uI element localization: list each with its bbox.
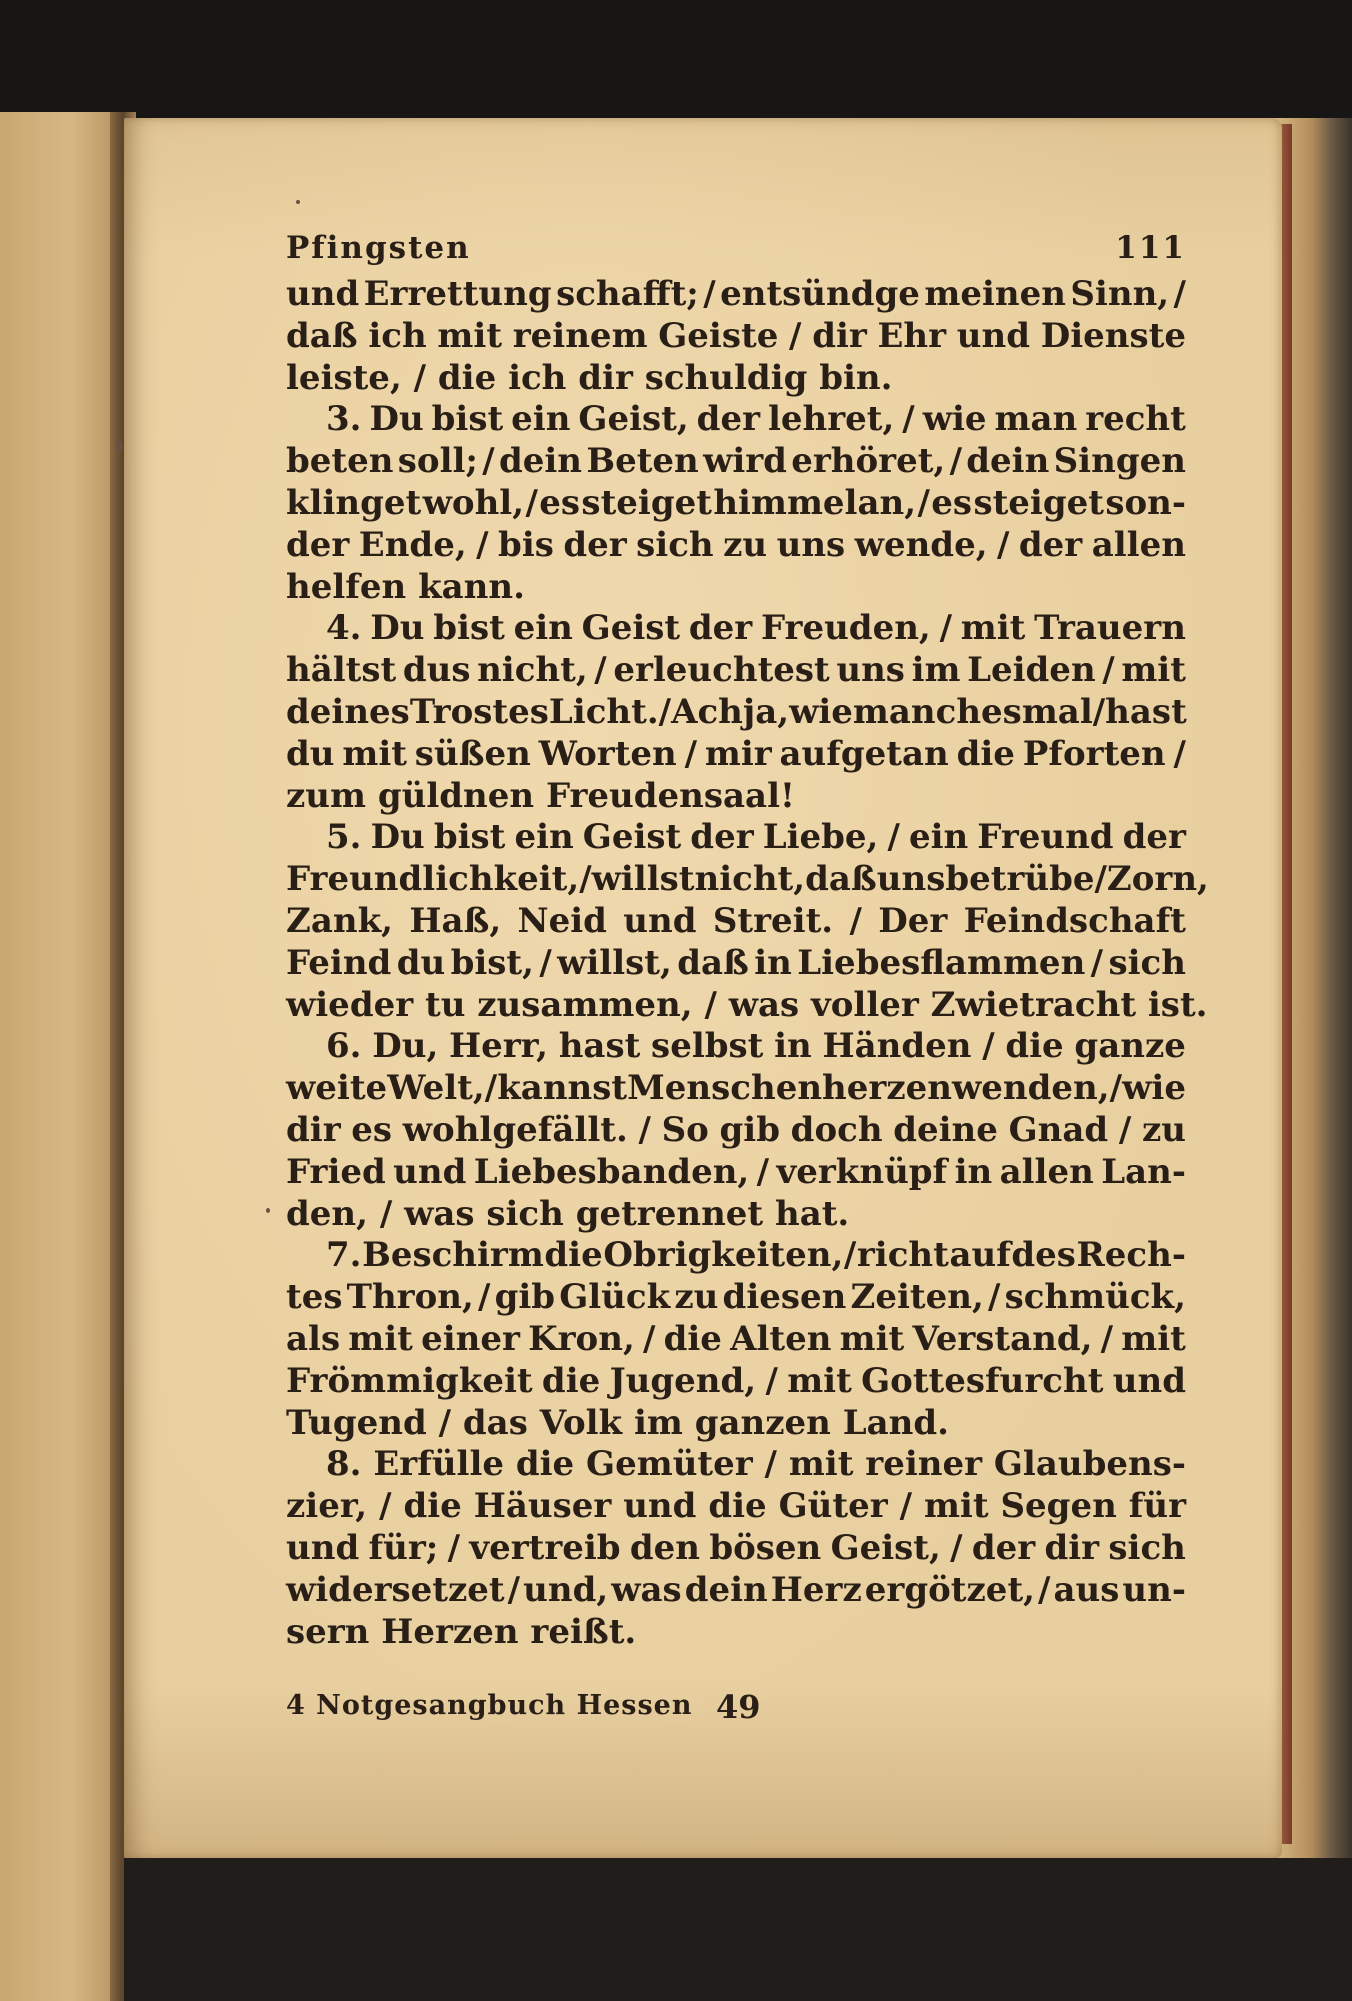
text-line: klinget wohl, / es steiget himmelan, / es steiget son- (286, 482, 1186, 523)
left-page-edge (0, 112, 118, 2001)
text-line: 6. Du, Herr, hast selbst in Händen / die ganze (326, 1026, 1186, 1067)
text-line: 4. Du bist ein Geist der Freuden, / mit Trauern (326, 608, 1186, 649)
page-footer (286, 1688, 886, 1726)
text-line: 8. Erfülle die Gemüter / mit reiner Glaubens- (326, 1444, 1186, 1485)
text-line: als mit einer Kron, / die Alten mit Verstand, / mit (286, 1318, 1186, 1359)
ink-speck (116, 440, 122, 452)
text-line: deines Trostes Licht. / Ach ja, wie manchesmal / hast (286, 691, 1187, 732)
text-line: tes Thron, / gib Glück zu diesen Zeiten, / schmück, (286, 1277, 1186, 1318)
text-line: helfen kann. (286, 566, 525, 607)
text-line: hältst dus nicht, / erleuchtest uns im Leiden / mit (286, 650, 1186, 691)
scan-background-bottom (124, 1858, 1352, 2001)
text-line: 3. Du bist ein Geist, der lehret, / wie man recht (326, 399, 1186, 440)
text-line: widersetzet / und, was dein Herz ergötzet, / aus un- (286, 1569, 1186, 1610)
text-line: Frömmigkeit die Jugend, / mit Gottesfurcht und (286, 1360, 1186, 1401)
text-line: dir es wohlgefällt. / So gib doch deine Gnad / zu (286, 1109, 1186, 1150)
text-line: Freundlichkeit, / willst nicht, daß uns betrübe / Zorn, (286, 859, 1209, 900)
text-line: und für; / vertreib den bösen Geist, / der dir sich (286, 1527, 1186, 1568)
signature-mark: 4 Notgesangbuch Hessen (286, 1690, 693, 1721)
running-head-title: Pfingsten (286, 230, 471, 266)
hymn-number: 111 (1115, 230, 1186, 266)
text-line: Feind du bist, / willst, daß in Liebesflammen / sich (286, 942, 1186, 983)
text-line: Zank, Haß, Neid und Streit. / Der Feindschaft (286, 900, 1186, 941)
hymn-lines (286, 274, 1209, 1653)
running-head (286, 230, 1186, 266)
page-text-block (286, 230, 1209, 1653)
ink-speck (266, 1208, 270, 1213)
text-line: und Errettung schafft; / entsündge meinen Sinn, / (286, 274, 1186, 314)
text-line: der Ende, / bis der sich zu uns wende, / der allen (286, 524, 1186, 565)
page-number: 49 (716, 1688, 761, 1726)
ink-speck (296, 200, 300, 204)
text-line: 7. Beschirm die Obrigkeiten, / richt auf des Rech- (326, 1235, 1186, 1276)
text-line: daß ich mit reinem Geiste / dir Ehr und Dienste (286, 315, 1186, 356)
text-line: beten soll; / dein Beten wird erhöret, / dein Singen (286, 441, 1186, 482)
text-line: zum güldnen Freudensaal! (286, 775, 795, 816)
text-line: weite Welt, / kannst Menschenherzen wenden, / wie (286, 1068, 1186, 1109)
text-line: leiste, / die ich dir schuldig bin. (286, 357, 893, 398)
text-line: zier, / die Häuser und die Güter / mit Segen für (286, 1486, 1186, 1527)
text-line: den, / was sich getrennet hat. (286, 1193, 850, 1234)
scan-background-top (0, 0, 1352, 118)
text-line: Tugend / das Volk im ganzen Land. (286, 1402, 949, 1443)
text-line: wieder tu zusammen, / was voller Zwietracht ist. (286, 984, 1208, 1025)
text-line: sern Herzen reißt. (286, 1611, 637, 1652)
text-line: Fried und Liebesbanden, / verknüpf in allen Lan- (286, 1151, 1186, 1192)
text-line: du mit süßen Worten / mir aufgetan die Pforten / (286, 733, 1186, 774)
text-line: 5. Du bist ein Geist der Liebe, / ein Freund der (326, 817, 1186, 858)
